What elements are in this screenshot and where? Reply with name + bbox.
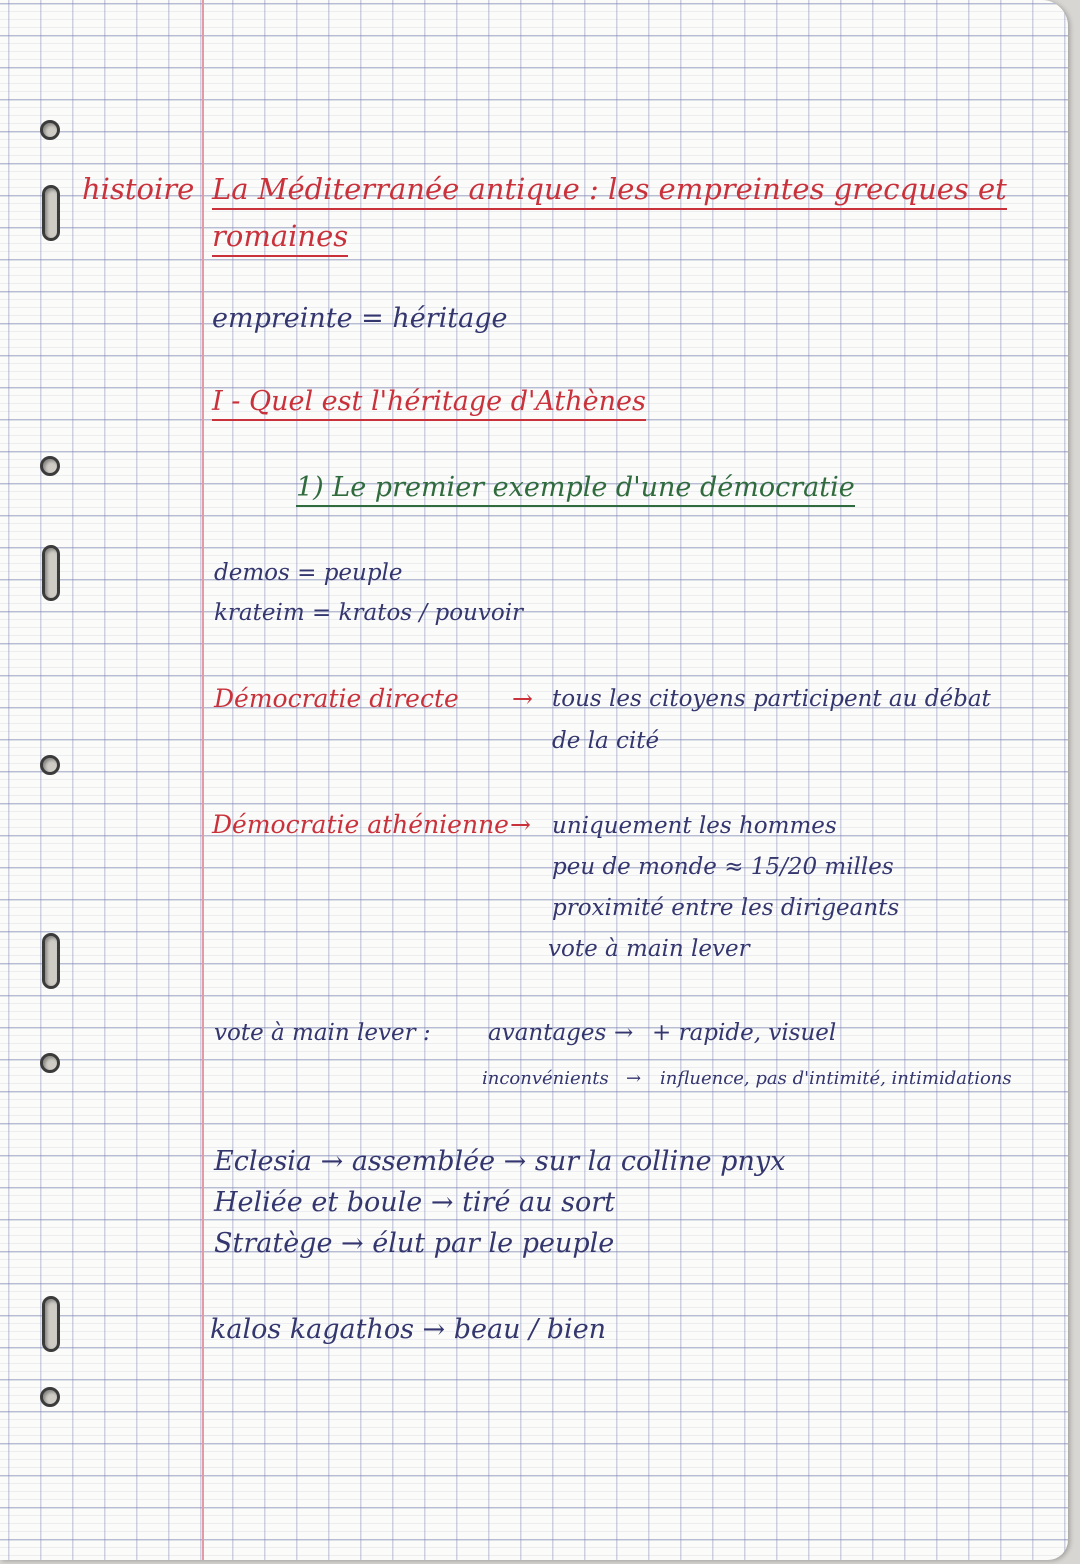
section-heading: I - Quel est l'héritage d'Athènes: [212, 386, 646, 421]
punch-hole-icon: [42, 185, 60, 241]
kalos-kagathos-line: kalos kagathos → beau / bien: [210, 1314, 607, 1345]
etymology-line: demos = peuple: [214, 560, 403, 586]
disadvantages-value: influence, pas d'intimité, intimidations: [660, 1068, 1012, 1089]
punch-hole-icon: [40, 120, 60, 140]
arrow-icon: →: [626, 1068, 642, 1089]
institution-line: Stratège → élut par le peuple: [214, 1228, 615, 1259]
direct-democracy-definition: tous les citoyens participent au débat: [552, 686, 991, 712]
disadvantages-label: inconvénients: [482, 1068, 609, 1089]
punch-hole-icon: [42, 545, 60, 601]
margin-line: [202, 0, 204, 1560]
punch-hole-icon: [42, 1296, 60, 1352]
arrow-icon: →: [510, 810, 531, 839]
athenian-point: vote à main lever: [548, 936, 750, 962]
institution-line: Eclesia → assemblée → sur la colline pnyx: [214, 1146, 786, 1177]
page-title: La Méditerranée antique : les empreintes grecques et: [212, 172, 1007, 210]
subject-label: histoire: [82, 172, 195, 206]
punch-hole-icon: [40, 1053, 60, 1073]
direct-democracy-label: Démocratie directe: [214, 684, 459, 713]
page-title-continued: romaines: [212, 219, 348, 257]
punch-hole-icon: [40, 755, 60, 775]
punch-hole-icon: [40, 456, 60, 476]
direct-democracy-definition-continued: de la cité: [552, 728, 660, 754]
advantages-value: + rapide, visuel: [652, 1020, 837, 1046]
punch-hole-icon: [40, 1387, 60, 1407]
institution-line: Heliée et boule → tiré au sort: [214, 1187, 615, 1218]
subsection-heading: 1) Le premier exemple d'une démocratie: [296, 472, 855, 507]
punch-hole-icon: [42, 933, 60, 989]
arrow-icon: →: [512, 684, 533, 713]
athenian-democracy-label: Démocratie athénienne: [212, 810, 509, 839]
athenian-point: peu de monde ≈ 15/20 milles: [552, 854, 894, 880]
athenian-point: uniquement les hommes: [552, 813, 837, 839]
arrow-icon: →: [614, 1020, 634, 1046]
vote-label: vote à main lever :: [214, 1020, 431, 1046]
definition-line: empreinte = héritage: [212, 303, 508, 334]
etymology-line: krateim = kratos / pouvoir: [214, 600, 524, 626]
athenian-point: proximité entre les dirigeants: [552, 895, 900, 921]
advantages-label: avantages: [488, 1020, 607, 1046]
